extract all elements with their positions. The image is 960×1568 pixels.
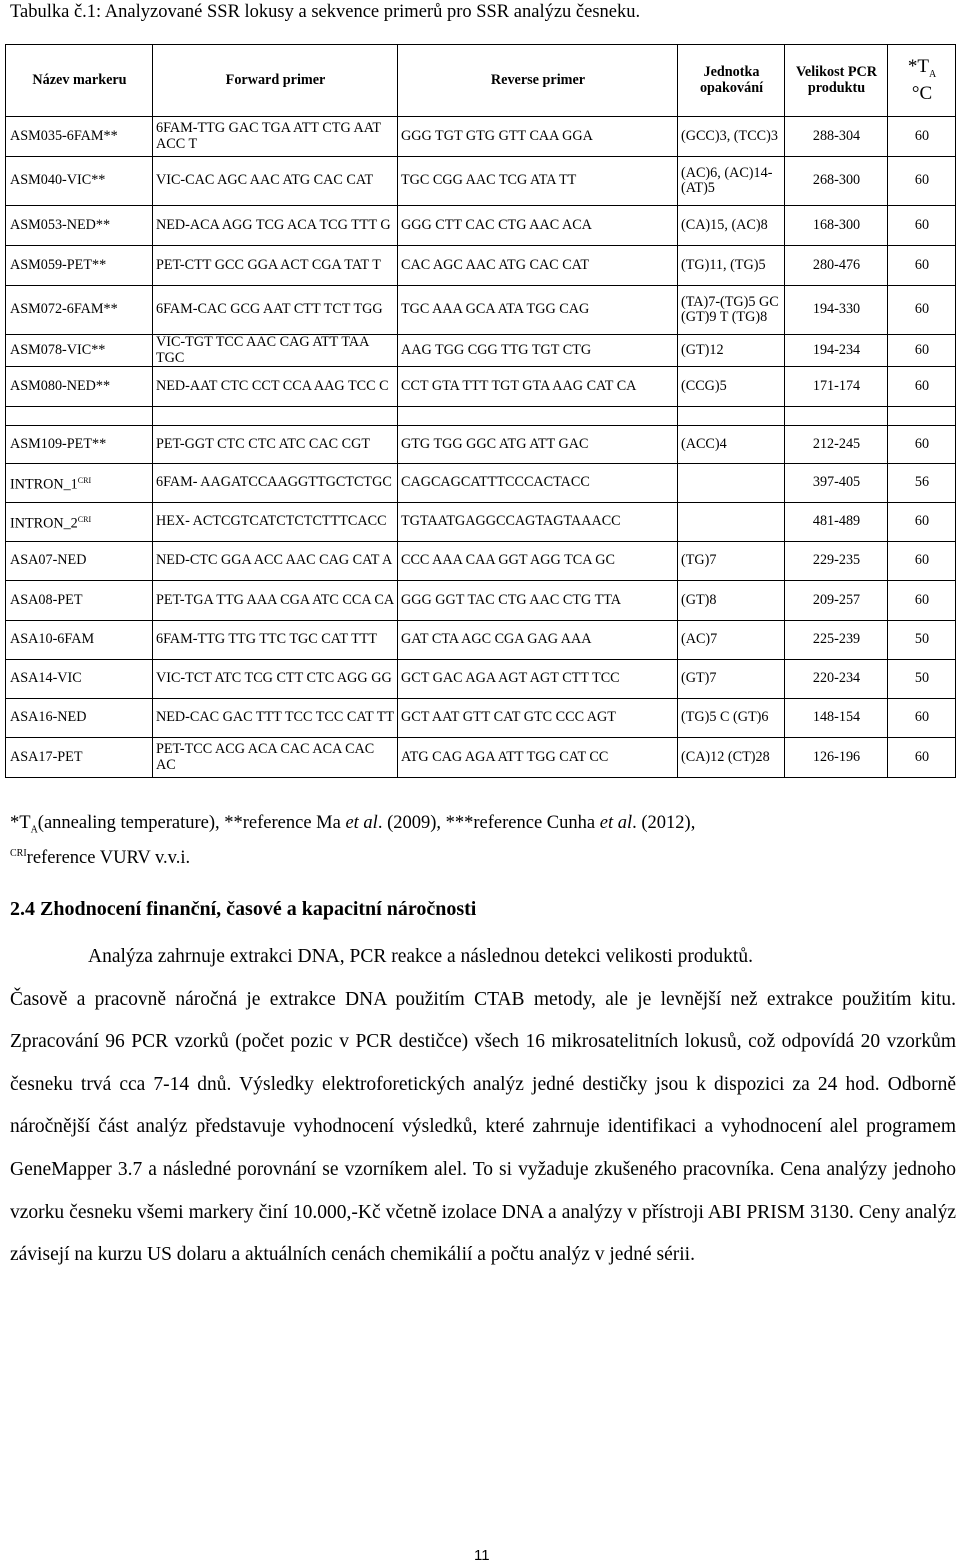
paragraph-2: Časově a pracovně náročná je extrakce DNA použitím CTAB metody, ale je levnější než extrakce použitím kitu. Zpracování 96 PCR vzorků (počet pozic v PCR destičce) všech 16 mikrosatelitních lokusů, což odpovídá 20 vzorkům česneku trvá cca 7-14 dnů. Výsledky elektroforetických analýz jedné destičky jsou k dispozici za 24 hod. Odborně náročnější část analýz představuje vyhodnocení výsledků, které zahrnuje identifikaci a vyhodnocení alel programem GeneMapper 3.7 a následné porovnání se vzorníkem alel. To si vyžaduje zkušeného pracovníka. Cena analýzy jednoho vzorku česneku všemi markery činí 10.000,-Kč včetně izolace DNA a analýzy v přístroji ABI PRISM 3130. Ceny analýz závisejí na kurzu US dolaru a aktuálních cenách chemikálií a počtu analýz v jedné sérii. (10, 988, 956, 1266)
cell-repeat-unit: (TA)7-(TG)5 GC (GT)9 T (TG)8 (678, 286, 785, 335)
cell-product-size: 280-476 (785, 246, 888, 286)
cell-annealing-temp: 50 (888, 660, 956, 699)
cell-repeat-unit (678, 503, 785, 542)
cell-marker: ASM078-VIC** (6, 335, 153, 367)
footnote-line-1: $*T_A(annealing$ temperature), **reference Ma et al. (2009), ***reference Cunha et al. (2012), (10, 813, 696, 836)
table-row (6, 464, 956, 503)
cell-repeat-unit: (ACC)4 (678, 426, 785, 464)
cell-repeat-unit: (CCG)5 (678, 367, 785, 407)
cell-annealing-temp: 60 (888, 286, 956, 335)
separator-cell (398, 407, 678, 426)
separator-cell (153, 407, 398, 426)
header-unit: Jednotka opakování (678, 45, 785, 117)
cell-forward-primer: PET-CTT GCC GGA ACT CGA TAT T (153, 246, 398, 286)
cell-product-size: 209-257 (785, 581, 888, 621)
cell-forward-primer: VIC-CAC AGC AAC ATG CAC CAT (153, 157, 398, 206)
cell-marker: $INTRON\_1^{CRI}$ (6, 464, 153, 503)
cell-reverse-primer: GGG TGT GTG GTT CAA GGA (398, 117, 678, 157)
cell-reverse-primer: GTG TGG GGC ATG ATT GAC (398, 426, 678, 464)
table-row (6, 660, 956, 699)
cell-forward-primer: VIC-TGT TCC AAC CAG ATT TAA TGC (153, 335, 398, 367)
cell-product-size: 148-154 (785, 699, 888, 738)
cell-forward-primer: NED-CTC GGA ACC AAC CAG CAT A (153, 542, 398, 581)
cell-reverse-primer: AAG TGG CGG TTG TGT CTG (398, 335, 678, 367)
header-marker: Název markeru (6, 45, 153, 117)
cell-forward-primer: PET-TGA TTG AAA CGA ATC CCA CA (153, 581, 398, 621)
section-heading: 2.4 Zhodnocení finanční, časové a kapacitní náročnosti (10, 898, 477, 920)
cell-annealing-temp: 60 (888, 367, 956, 407)
table-row (6, 621, 956, 660)
cell-forward-primer: 6FAM-TTG GAC TGA ATT CTG AAT ACC T (153, 117, 398, 157)
table-row (6, 117, 956, 157)
table-row (6, 426, 956, 464)
cell-product-size: 268-300 (785, 157, 888, 206)
cell-repeat-unit: (TG)11, (TG)5 (678, 246, 785, 286)
cell-product-size: 220-234 (785, 660, 888, 699)
cell-marker: $INTRON\_2^{CRI}$ (6, 503, 153, 542)
table-row (6, 157, 956, 206)
table-row (6, 286, 956, 335)
cell-repeat-unit: (AC)7 (678, 621, 785, 660)
table-separator-row (6, 407, 956, 426)
table-body (6, 117, 956, 778)
cell-product-size: 397-405 (785, 464, 888, 503)
cell-annealing-temp: 60 (888, 246, 956, 286)
cell-product-size: 229-235 (785, 542, 888, 581)
cell-marker: ASA16-NED (6, 699, 153, 738)
cell-annealing-temp: 60 (888, 426, 956, 464)
separator-cell (678, 407, 785, 426)
cell-repeat-unit: (CA)15, (AC)8 (678, 206, 785, 246)
table-row (6, 246, 956, 286)
cell-marker: ASA17-PET (6, 738, 153, 778)
cell-product-size: 194-234 (785, 335, 888, 367)
cell-repeat-unit: (TG)5 C (GT)6 (678, 699, 785, 738)
cell-forward-primer: PET-GGT CTC CTC ATC CAC CGT (153, 426, 398, 464)
cell-forward-primer: 6FAM-CAC GCG AAT CTT TCT TGG (153, 286, 398, 335)
cell-forward-primer: NED-CAC GAC TTT TCC TCC CAT TT (153, 699, 398, 738)
table-row (6, 335, 956, 367)
cell-product-size: 288-304 (785, 117, 888, 157)
cell-annealing-temp: 60 (888, 542, 956, 581)
cell-product-size: 225-239 (785, 621, 888, 660)
cell-annealing-temp: 60 (888, 206, 956, 246)
table-row (6, 581, 956, 621)
paragraph-1: Analýza zahrnuje extrakci DNA, PCR reakce a následnou detekci velikosti produktů. (88, 946, 753, 967)
cell-annealing-temp: 60 (888, 503, 956, 542)
cell-marker: ASM109-PET** (6, 426, 153, 464)
cell-repeat-unit: (AC)6, (AC)14- (AT)5 (678, 157, 785, 206)
cell-annealing-temp: 50 (888, 621, 956, 660)
table-footnote (10, 812, 695, 870)
cell-repeat-unit: (GCC)3, (TCC)3 (678, 117, 785, 157)
header-reverse: Reverse primer (398, 45, 678, 117)
footnote-line-2: $^{CRI}$reference VURV v.v.i. (10, 847, 191, 868)
cell-reverse-primer: CCT GTA TTT TGT GTA AAG CAT CA (398, 367, 678, 407)
table-row (6, 503, 956, 542)
cell-repeat-unit: (CA)12 (CT)28 (678, 738, 785, 778)
cell-forward-primer: NED-ACA AGG TCG ACA TCG TTT G (153, 206, 398, 246)
header-size: Velikost PCR produktu (785, 45, 888, 117)
cell-reverse-primer: TGTAATGAGGCCAGTAGTAAACC (398, 503, 678, 542)
cell-forward-primer: VIC-TCT ATC TCG CTT CTC AGG GG (153, 660, 398, 699)
header-forward: Forward primer (153, 45, 398, 117)
body-text (10, 936, 956, 1277)
cell-reverse-primer: TGC AAA GCA ATA TGG CAG (398, 286, 678, 335)
table-header-row (6, 45, 956, 117)
cell-forward-primer: NED-AAT CTC CCT CCA AAG TCC C (153, 367, 398, 407)
cell-reverse-primer: GCT GAC AGA AGT AGT CTT TCC (398, 660, 678, 699)
cell-reverse-primer: CCC AAA CAA GGT AGG TCA GC (398, 542, 678, 581)
cell-reverse-primer: CAGCAGCATTTCCCACTACC (398, 464, 678, 503)
cell-repeat-unit (678, 464, 785, 503)
cell-product-size: 126-196 (785, 738, 888, 778)
header-ta: $*T_A$ °C (888, 45, 956, 117)
cell-marker: ASM059-PET** (6, 246, 153, 286)
cell-forward-primer: 6FAM-TTG TTG TTC TGC CAT TTT (153, 621, 398, 660)
table-row (6, 206, 956, 246)
cell-product-size: 212-245 (785, 426, 888, 464)
cell-marker: ASM080-NED** (6, 367, 153, 407)
cell-reverse-primer: GCT AAT GTT CAT GTC CCC AGT (398, 699, 678, 738)
cell-reverse-primer: ATG CAG AGA ATT TGG CAT CC (398, 738, 678, 778)
cell-marker: ASA14-VIC (6, 660, 153, 699)
cell-marker: ASM053-NED** (6, 206, 153, 246)
cell-marker: ASM035-6FAM** (6, 117, 153, 157)
cell-annealing-temp: 60 (888, 699, 956, 738)
cell-marker: ASM040-VIC** (6, 157, 153, 206)
table-caption: Tabulka č.1: Analyzované SSR lokusy a sekvence primerů pro SSR analýzu česneku. (10, 2, 641, 22)
cell-forward-primer: 6FAM- AAGATCCAAGGTTGCTCTGC (153, 464, 398, 503)
cell-marker: ASA07-NED (6, 542, 153, 581)
cell-reverse-primer: TGC CGG AAC TCG ATA TT (398, 157, 678, 206)
cell-reverse-primer: GGG CTT CAC CTG AAC ACA (398, 206, 678, 246)
cell-product-size: 171-174 (785, 367, 888, 407)
separator-cell (785, 407, 888, 426)
cell-product-size: 194-330 (785, 286, 888, 335)
cell-product-size: 481-489 (785, 503, 888, 542)
cell-annealing-temp: 60 (888, 335, 956, 367)
table-row (6, 699, 956, 738)
cell-forward-primer: PET-TCC ACG ACA CAC ACA CAC AC (153, 738, 398, 778)
cell-repeat-unit: (GT)12 (678, 335, 785, 367)
cell-repeat-unit: (TG)7 (678, 542, 785, 581)
cell-annealing-temp: 60 (888, 581, 956, 621)
cell-annealing-temp: 56 (888, 464, 956, 503)
table-row (6, 367, 956, 407)
cell-marker: ASA08-PET (6, 581, 153, 621)
cell-annealing-temp: 60 (888, 117, 956, 157)
table-row (6, 542, 956, 581)
cell-forward-primer: HEX- ACTCGTCATCTCTCTTTCACC (153, 503, 398, 542)
separator-cell (888, 407, 956, 426)
ssr-primer-table (5, 44, 956, 778)
cell-reverse-primer: CAC AGC AAC ATG CAC CAT (398, 246, 678, 286)
cell-annealing-temp: 60 (888, 738, 956, 778)
cell-reverse-primer: GGG GGT TAC CTG AAC CTG TTA (398, 581, 678, 621)
page-number: 11 (474, 1547, 490, 1564)
table-row (6, 738, 956, 778)
cell-repeat-unit: (GT)8 (678, 581, 785, 621)
cell-annealing-temp: 60 (888, 157, 956, 206)
cell-marker: ASM072-6FAM** (6, 286, 153, 335)
cell-marker: ASA10-6FAM (6, 621, 153, 660)
cell-product-size: 168-300 (785, 206, 888, 246)
cell-repeat-unit: (GT)7 (678, 660, 785, 699)
cell-reverse-primer: GAT CTA AGC CGA GAG AAA (398, 621, 678, 660)
separator-cell (6, 407, 153, 426)
